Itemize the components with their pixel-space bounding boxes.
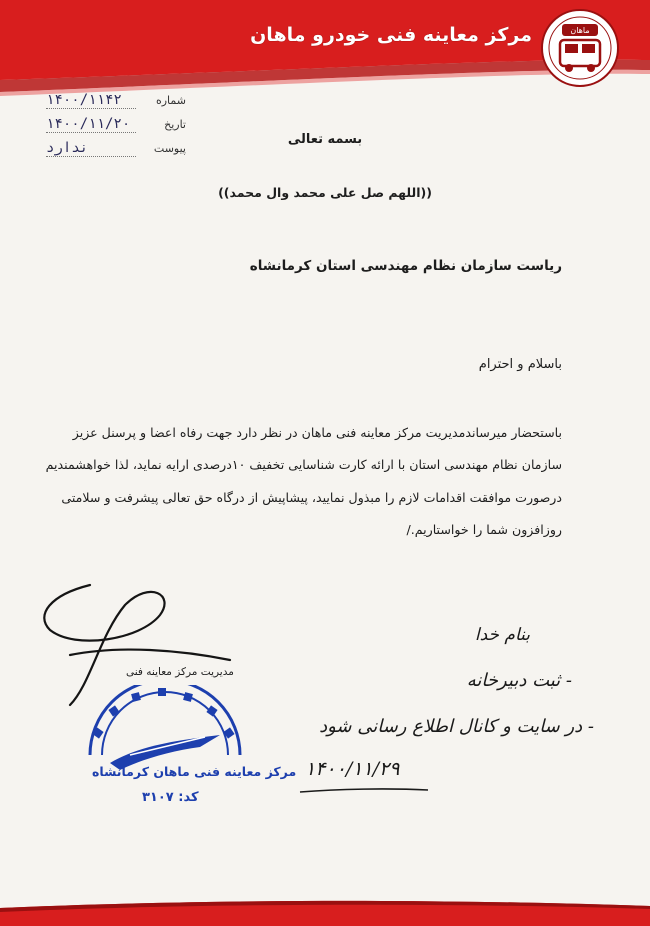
seal-text: مرکز معاینه فنی ماهان کرمانشاه [92, 764, 297, 779]
greeting: باسلام و احترام [478, 357, 562, 372]
body-line-3: درصورت موافقت اقدامات لازم را مبذول نمایید، پیشاپیش از درگاه حق تعالی پیشرفت و سلامتی [61, 490, 562, 505]
mahan-logo [540, 8, 620, 88]
salawat: ((اللهم صل علی محمد وال محمد)) [218, 185, 432, 200]
attachment-label: پیوست [153, 141, 186, 155]
recipient: ریاست سازمان نظام مهندسی استان کرمانشاه [249, 258, 562, 274]
basmala: بسمه تعالی [287, 132, 363, 147]
org-name: مرکز معاینه فنی خودرو ماهان [250, 24, 532, 46]
handwritten-line-2: - ثبت دبیرخانه [466, 670, 572, 691]
logo-text: ماهان [570, 26, 590, 35]
number-value: ۱۴۰۰/۱۱۴۲ [46, 92, 136, 109]
handwritten-line-1: بنام خدا [474, 625, 530, 645]
handwritten-line-3: - در سایت و کانال اطلاع رسانی شود [319, 716, 594, 737]
body-line-1: باستحضار میرساندمدیریت مرکز معاینه فنی ماهان در نظر دارد جهت رفاه اعضا و پرسنل عزیز [72, 425, 562, 440]
number-row [16, 88, 186, 112]
date-label: تاریخ [164, 117, 186, 131]
handwritten-underline [298, 786, 430, 796]
body-line-2: سازمان نظام مهندسی استان با ارائه کارت شناسایی تخفیف ۱۰درصدی ارایه نماید، لذا خواهشمندیم [45, 457, 562, 472]
handwritten-date: ۱۴۰۰/۱۱/۲۹ [305, 758, 400, 780]
number-label: شماره [155, 93, 186, 107]
body-line-4: روزافزون شما را خواستاریم./ [406, 522, 562, 537]
attachment-value: ندارد [46, 140, 136, 157]
signatory: مدیریت مرکز معاینه فنی [126, 666, 234, 678]
date-value: ۱۴۰۰/۱۱/۲۰ [46, 116, 136, 133]
seal-code: کد: ۳۱۰۷ [142, 790, 199, 805]
footer-band [0, 894, 650, 926]
letter-meta [16, 88, 186, 160]
